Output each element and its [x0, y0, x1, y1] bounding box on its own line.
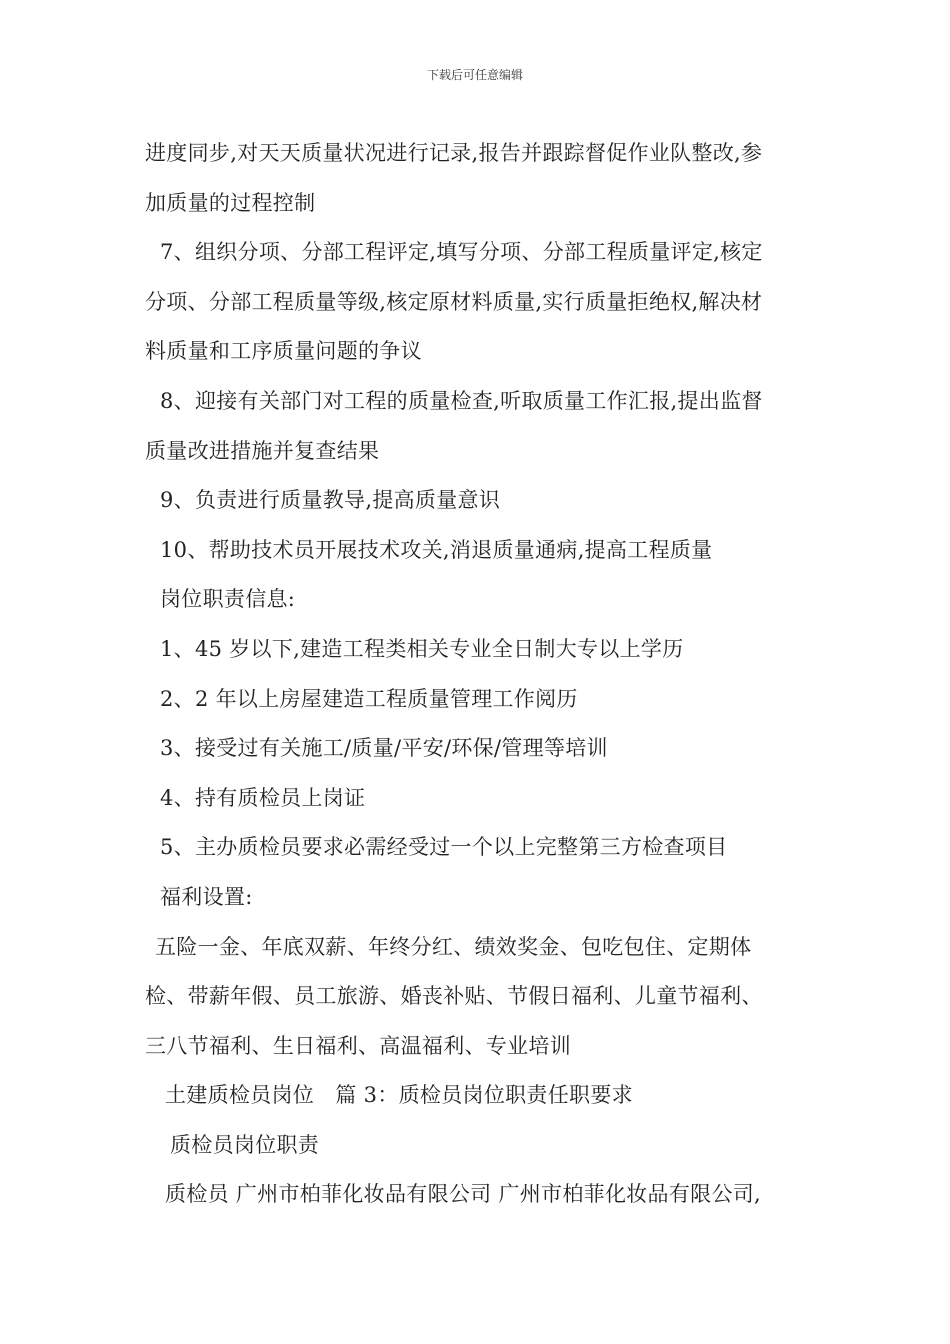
- paragraph-line: 料质量和工序质量问题的争议: [145, 339, 422, 364]
- section-heading-duties: 质检员岗位职责: [170, 1132, 320, 1157]
- requirement-item-5: 5、主办质检员要求必需经受过一个以上完整第三方检查项目: [160, 835, 728, 860]
- section-heading-requirements: 岗位职责信息:: [160, 587, 296, 612]
- company-line: 质检员 广州市柏菲化妆品有限公司 广州市柏菲化妆品有限公司,: [165, 1182, 762, 1207]
- page-header: 下载后可任意编辑: [426, 68, 523, 82]
- benefits-paragraph-line: 五险一金、年底双薪、年终分红、绩效奖金、包吃包住、定期体: [155, 934, 752, 959]
- document-body: [145, 129, 825, 1220]
- requirement-item-1: 1、45 岁以下,建造工程类相关专业全日制大专以上学历: [160, 636, 684, 661]
- paragraph-line: 质量改进措施并复查结果: [145, 438, 380, 463]
- list-item-7: 7、组织分项、分部工程评定,填写分项、分部工程质量评定,核定: [160, 240, 763, 265]
- article-title-line: 土建质检员岗位 篇 3：质检员岗位职责任职要求: [165, 1083, 633, 1108]
- paragraph-line: 进度同步,对天天质量状况进行记录,报告并跟踪督促作业队整改,参: [145, 141, 763, 165]
- requirement-item-3: 3、接受过有关施工/质量/平安/环保/管理等培训: [160, 736, 608, 761]
- requirement-item-4: 4、持有质检员上岗证: [160, 785, 366, 810]
- benefits-paragraph-line: 三八节福利、生日福利、高温福利、专业培训: [145, 1033, 571, 1058]
- requirement-item-2: 2、2 年以上房屋建造工程质量管理工作阅历: [160, 686, 578, 711]
- section-heading-benefits: 福利设置:: [160, 884, 253, 909]
- paragraph-line: 分项、分部工程质量等级,核定原材料质量,实行质量拒绝权,解决材: [145, 289, 763, 314]
- paragraph-line: 加质量的过程控制: [145, 190, 316, 215]
- list-item-8: 8、迎接有关部门对工程的质量检查,听取质量工作汇报,提出监督: [160, 388, 763, 413]
- list-item-10: 10、帮助技术员开展技术攻关,消退质量通病,提高工程质量: [160, 537, 713, 562]
- benefits-paragraph-line: 检、带薪年假、员工旅游、婚丧补贴、节假日福利、儿童节福利、: [145, 984, 763, 1009]
- list-item-9: 9、负责进行质量教导,提高质量意识: [160, 488, 501, 513]
